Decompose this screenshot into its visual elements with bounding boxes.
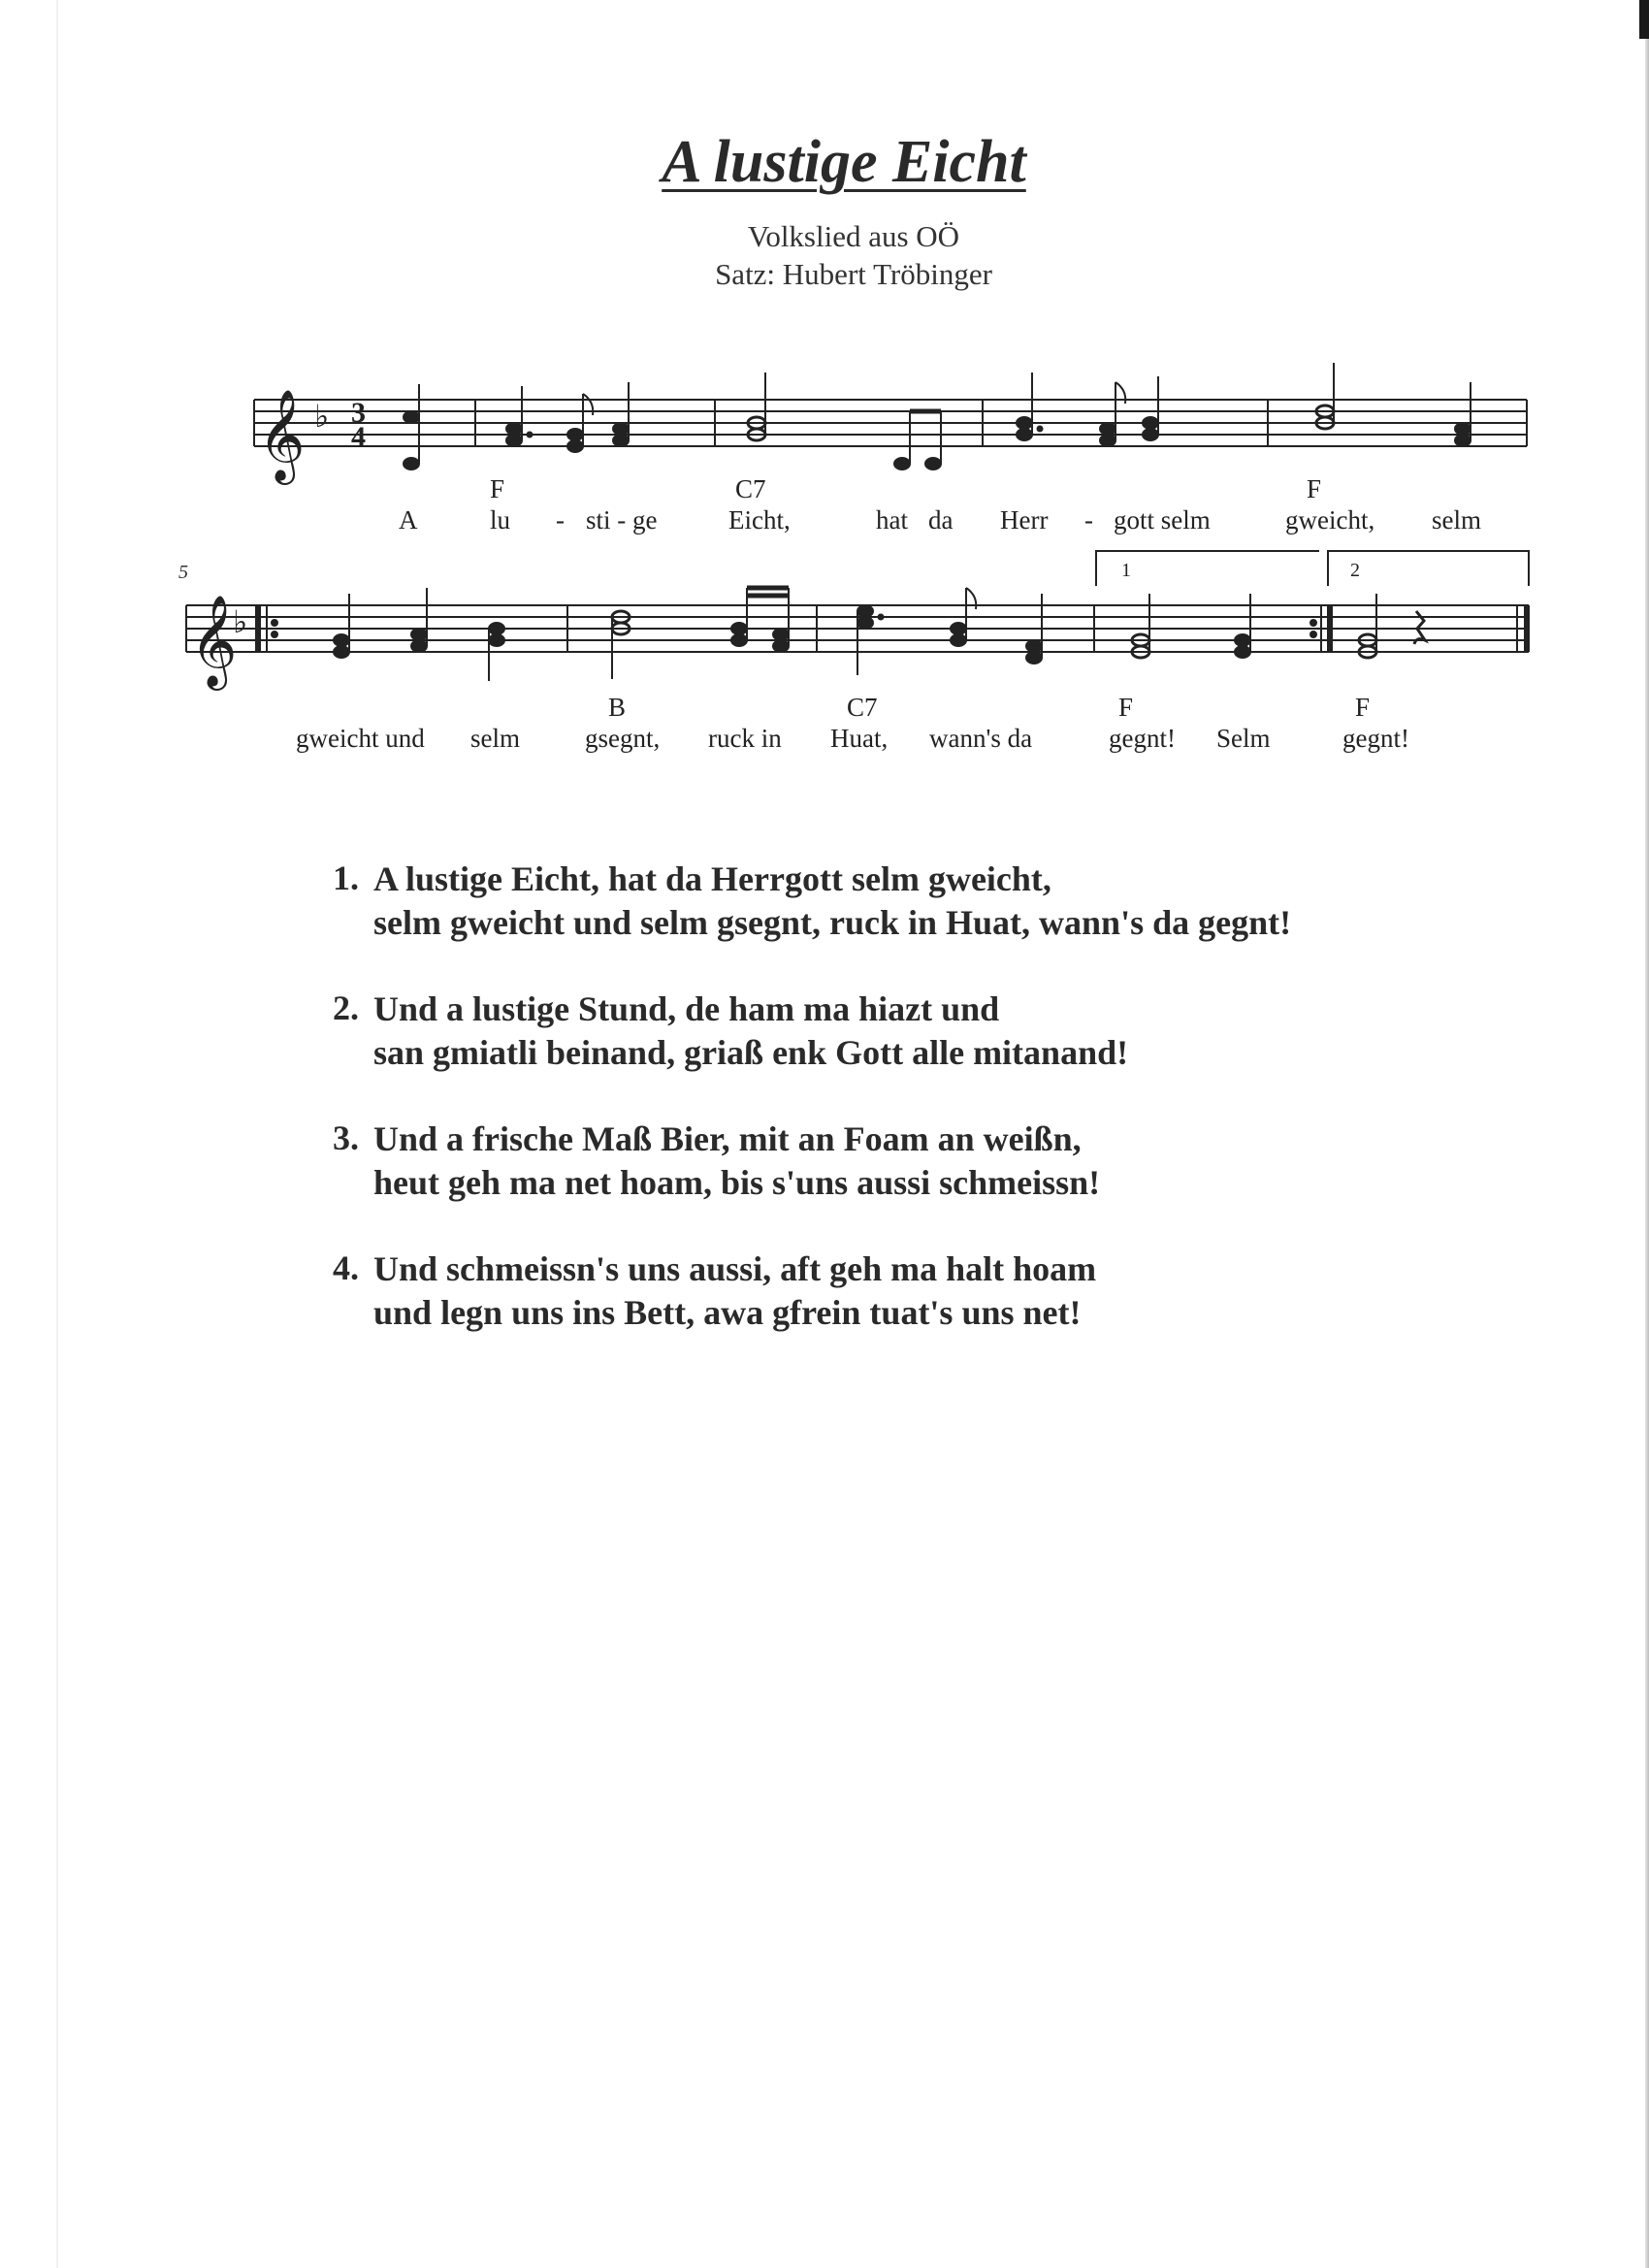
staff-system-1 bbox=[254, 400, 1527, 446]
lyric-syllable: lu bbox=[490, 505, 511, 535]
notes-system-2 bbox=[334, 588, 1425, 681]
chord-label: F bbox=[1355, 693, 1371, 722]
lyrics-system-2 bbox=[296, 724, 1409, 753]
lyric-syllable: gsegnt, bbox=[585, 724, 661, 753]
verse bbox=[333, 858, 1291, 945]
verse-line: selm gweicht und selm gsegnt, ruck in Huat, wann's da gegnt! bbox=[373, 903, 1292, 942]
lyric-syllable: selm bbox=[470, 724, 520, 753]
time-signature-top: 3 bbox=[351, 397, 366, 429]
chord-label: F bbox=[1118, 693, 1134, 722]
notes-system-1 bbox=[404, 363, 1471, 470]
chords-system-1 bbox=[490, 474, 1321, 503]
lyric-syllable: gegnt! bbox=[1342, 724, 1409, 753]
verse bbox=[333, 1247, 1291, 1335]
verse-number: 1. bbox=[333, 859, 359, 897]
lyric-syllable: Huat, bbox=[830, 724, 889, 753]
lyric-syllable: selm bbox=[1432, 505, 1481, 535]
verse-number: 3. bbox=[333, 1118, 359, 1157]
time-signature-bottom: 4 bbox=[351, 421, 366, 453]
chords-system-2 bbox=[608, 693, 1370, 722]
verse-line: heut geh ma net hoam, bis s'uns aussi schmeissn! bbox=[373, 1163, 1101, 1202]
verse-list bbox=[333, 858, 1291, 1377]
chord-label: F bbox=[490, 474, 505, 503]
lyric-syllable: ruck in bbox=[708, 724, 782, 753]
volta-2-label: 2 bbox=[1350, 560, 1360, 581]
verse-line: Und a frische Maß Bier, mit an Foam an weißn, bbox=[373, 1119, 1082, 1158]
treble-clef-icon: 𝄞 bbox=[190, 595, 238, 687]
flat-sign-icon: ♭ bbox=[233, 603, 248, 640]
verse-number: 2. bbox=[333, 988, 359, 1027]
volta-brackets bbox=[1096, 551, 1529, 586]
flat-sign-icon: ♭ bbox=[314, 398, 330, 435]
lyric-syllable: hat bbox=[876, 505, 908, 535]
lyrics-system-1 bbox=[399, 505, 1481, 535]
song-title: A lustige Eicht bbox=[662, 129, 1026, 195]
lyric-syllable: Selm bbox=[1216, 724, 1271, 753]
verse-line: Und schmeissn's uns aussi, aft geh ma halt hoam bbox=[373, 1249, 1097, 1288]
lyric-syllable: A bbox=[399, 505, 418, 535]
verse bbox=[333, 1118, 1291, 1205]
chord-label: B bbox=[608, 693, 627, 722]
lyric-syllable: wann's da bbox=[929, 724, 1033, 753]
lyric-syllable: gegnt! bbox=[1109, 724, 1176, 753]
verse-line: A lustige Eicht, hat da Herrgott selm gweicht, bbox=[373, 859, 1051, 898]
verse-line: Und a lustige Stund, de ham ma hiazt und bbox=[373, 989, 1000, 1028]
lyric-syllable: - bbox=[1084, 505, 1093, 535]
lyric-syllable: Herr bbox=[1000, 505, 1049, 535]
volta-1-label: 1 bbox=[1121, 560, 1131, 581]
lyric-syllable: gweicht und bbox=[296, 724, 425, 753]
sheet-music bbox=[0, 0, 1649, 795]
verse-line: und legn uns ins Bett, awa gfrein tuat's uns net! bbox=[373, 1293, 1082, 1332]
lyric-syllable: sti - ge bbox=[586, 505, 658, 535]
verse-line: san gmiatli beinand, griaß enk Gott alle mitanand! bbox=[373, 1033, 1129, 1072]
lyric-syllable: - bbox=[556, 505, 565, 535]
chord-label: C7 bbox=[735, 474, 766, 503]
verse-number: 4. bbox=[333, 1248, 359, 1287]
lyric-syllable: gott selm bbox=[1114, 505, 1211, 535]
lyric-syllable: da bbox=[928, 505, 954, 535]
verse bbox=[333, 988, 1291, 1075]
song-arranger: Satz: Hubert Tröbinger bbox=[715, 257, 992, 291]
song-origin: Volkslied aus OÖ bbox=[747, 219, 960, 253]
chord-label: C7 bbox=[847, 693, 878, 722]
measure-number: 5 bbox=[178, 562, 188, 583]
lyric-syllable: gweicht, bbox=[1285, 505, 1375, 535]
lyric-syllable: Eicht, bbox=[728, 505, 791, 535]
chord-label: F bbox=[1307, 474, 1322, 503]
treble-clef-icon: 𝄞 bbox=[258, 389, 306, 481]
